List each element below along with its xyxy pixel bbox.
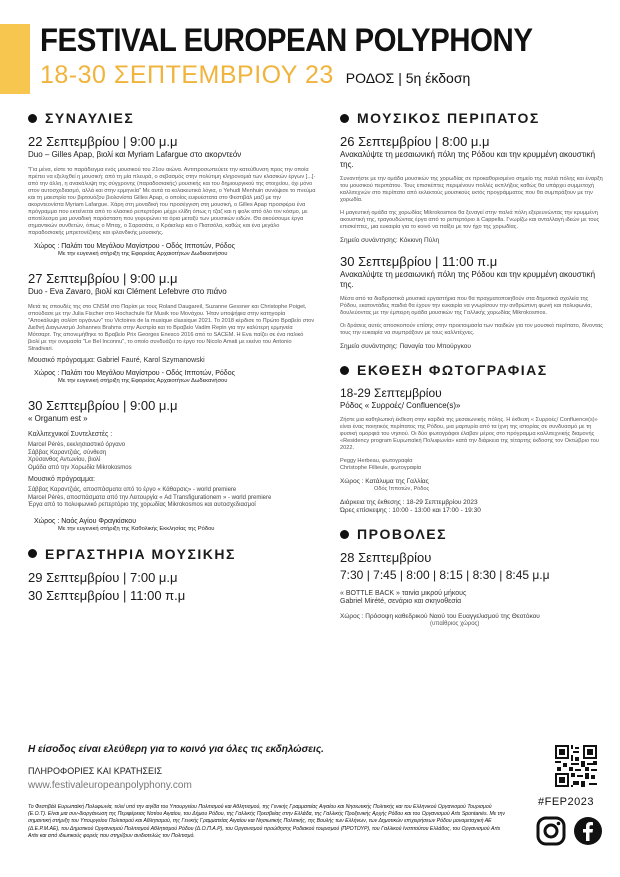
screening-times: 7:30 | 7:45 | 8:00 | 8:15 | 8:30 | 8:45 μ.μ bbox=[340, 568, 550, 582]
event-venue: Χώρος : Πρόσοψη καθεδρικού Ναού του Ευαγγελισμού της Θεοτόκου bbox=[340, 613, 540, 620]
event-subtitle: Duo - Eva Zavaro, βιολί και Clément Lefebvre στο πιάνο bbox=[28, 287, 227, 296]
venue-street: Οδός Ιπποτών, Ρόδος bbox=[374, 486, 430, 492]
meeting-point: Σημείο συνάντησης: Παναγία του Μπούργκου bbox=[340, 343, 471, 350]
event-date: 22 Σεπτεμβρίου | 9:00 μ.μ bbox=[28, 134, 178, 149]
event-description: Ζήστε μια καθηλωτική έκθεση στην καρδιά της μεσαιωνικής πόλης. Η έκθεση « Συρροές/ Confluence(s)» είναι ένας ποιητικός περίπατος της Ρόδου, μια μαρτυρία από τα ίχνη της ιστορίας σε συνδυασμό με τη φυσική ομορφιά του νησιού. Οι δύο φωτογράφοι έλαβαν μέρος στο πρόγραμμα καλλιτεχνικής διαμονής «Residency program Ευρωπαϊκή Πολυφωνία» κατά την διάρκεια της τέταρτης έκδοσης τον Οκτώβριο του 2022. bbox=[340, 417, 599, 451]
qr-code-icon[interactable] bbox=[555, 745, 597, 787]
instagram-icon[interactable] bbox=[536, 816, 566, 846]
event-venue: Χώρος : Κατάλυμα της Γαλλίας bbox=[340, 478, 429, 485]
sponsors-text: Το Φεστιβάλ Ευρωπαϊκή Πολυφωνία, τελεί υπό την αιγίδα του Υπουργείου Πολιτισμού και Αθλητισμού, της Γενικής Γραμματείας Αιγαίου και Νησιωτικής Πολιτικής και του Ελληνικού Οργανισμού Τουρισμού (Ε.Ο.Τ). Είναι μια συν-διοργάνωση της Περιφέρειας Νοτίου Αιγαίου, του Δήμου Ρόδου, της Γαλλικής Πρεσβείας στην Ελλάδα, της Γαλλικής Προξενικής Αρχής Ρόδου και του Οργανισμού Arts Spontanés. Με την σημαντική στήριξη του Υπουργείου Πολιτισμού και Αθλητισμού, της Γενικής Γραμματείας Αιγαίου και Νησιωτικής Πολιτικής, της Βουλής των Ελλήνων, των Δημοτικών επιχειρήσεων Ρόδου μονομετοχική ΑΕ (Δ.Ε.Ρ.Μ.ΑΕ), του Δημοτικού Οργανισμού Πολιτισμού Αθλητισμού Ρόδου (Δ.Ο.Π.Α.Ρ), του Οργανισμού προώθησης Ροδιακού τουρισμού (ΠΡΟΤΟΥΡ), του Γαλλικού Ινστιτούτου Ελλάδος, του Οργανισμού Arts Artix και από ιδιωτικούς φορείς που στηρίζουν ανιδιοτελώς τον Πολιτισμό. bbox=[28, 804, 505, 839]
bullet-icon bbox=[28, 114, 37, 123]
meeting-point: Σημείο συνάντησης: Κόκκινη Πύλη bbox=[340, 237, 440, 244]
event-description: Η μαγευτική ομάδα της χορωδίας Mikrokosmos θα ξεναγεί στην παλιά πόλη εξερευνώντας την κρυμμένη ακουστική της, τραγουδώντας έργα από το ρεπερτόριο à Cappella. Γνωρίζω και ανταλλαγή ιδεών με τους επισκέπτες, μια ευκαιρία για το κοινό να παίξει με τον ήχο της χορωδίας. bbox=[340, 210, 600, 230]
event-description: Μετά τις σπουδές της στο CNSM στο Παρίσι με τους Roland Daugareil, Suzanne Gessner και Christophe Poiget, σπούδασε με την Julia Fischer στο Hochschule für Musik του Μονάχου. Ήταν υποψήφια στην κατηγορία "Αποκάλυψη σολίστ οργάνων" του Victoires de la musique classique 2021. Το 2018 κέρδισε το Πρώτο Βραβείο στον Διεθνή Διαγωνισμό Johannes Brahms στην Αυστρία και το Βραβείο Vadim Repin για την καλύτερη ερμηνεία Μότσαρτ. Της απονεμήθηκε το Βραβείο Prix Georges Enesco 2016 από το SACEM. Η Eva παίζει σε ένα ιταλικό βιολί με την ονομασία "Le Bel Inconnu", τo οποίο συνδυάζει το έργο του Nicolo Amati με εκείνο του Antonio Stradivari. bbox=[28, 304, 315, 352]
exhibition-duration: Διάρκεια της έκθεσης : 18-29 Σεπτεμβρίου 2023 bbox=[340, 499, 478, 506]
free-entry-notice: Η είσοδος είναι ελεύθερη για το κοινό για όλες τις εκδηλώσεις. bbox=[28, 744, 324, 755]
artists-label: Καλλιτεχνικοί Συντελεστές : bbox=[28, 431, 113, 438]
left-column bbox=[28, 110, 316, 604]
walk-2 bbox=[340, 254, 604, 350]
festival-dates: 18-30 ΣΕΠΤΕΜΒΡΙΟΥ 23 bbox=[40, 61, 334, 89]
photo-credits: Peggy Herbeau, φωτογραφία Christophe Fillieule, φωτογραφία bbox=[340, 458, 422, 471]
event-description: Οι δράσεις αυτές αποσκοπούν επίσης στην προετοιμασία των παιδιών για τον μουσικό περίπατο, δίνοντας τους την ευκαιρία να συμπράξουν με τους καλλιτέχνες. bbox=[340, 323, 603, 336]
event-description: "Για μένα, είστε το παράδειγμα ενός μουσικού του 21ου αιώνα. Αντιπροσωπεύετε την κατεύθυνση προς την οποία πρέπει να εξελιχθεί η μουσική: από τη μία πλευρά, ο σεβασμός στην πολύτιμη κληρονομιά των κλασικών έργων [...]· από την άλλη, η ανακάλυψη της σύγχρονης (παραδοσιακής) μουσικής και του δημιουργικού της στοιχείου, όχι μόνο στον αυτοσχεδιασμό, αλλά και στην ερμηνεία" Με αυτά τα κολακευτικά λόγια, ο Yehudi Menhuin συνόψισε το πνεύμα και τη μαεστρία του βιρτουόζου βιολονίστα Gilles Apap, ο οποίος ευφυέστατα στο Φεστιβάλ μαζί με την ακορντεονίστα Myriam Lafargue. Χάρη στη μοναδική του προσέγγιση στη μουσική, ο Gilles Apap προσφέρει ένα πρόγραμμα που εκτείνεται από το κλασικό ρεπερτόριο μέχρι ελίδη όπως η τζαζ και η φολκ από όλο τον κόσμο, με αποτέλεσμα μια μοναδική παράσταση που γεφυρώνει τα όρια μεταξύ των μουσικών ειδών. Θα ακούσουμε έργα σημαντικών συνθετών, όπως ο Μπαχ, ο Σαρασάτε, ο Κράισλερ και ο Πιατσόλα, καθώς και ένα μεγάλο παραδοσιακής μπρετονέζικης και ιρλανδικής μουσικής. bbox=[28, 167, 316, 236]
concert-3 bbox=[28, 398, 316, 532]
bullet-icon bbox=[28, 549, 37, 558]
event-subtitle: Ανακαλύψτε τη μεσαιωνική πόλη της Ρόδου και την κρυμμένη ακουστική της. bbox=[340, 150, 596, 169]
section-photo-exhibition: ΕΚΘΕΣΗ ΦΩΤΟΓΡΑΦΙΑΣ bbox=[340, 362, 604, 378]
event-subtitle: Ρόδος « Συρροές/ Confluence(s)» bbox=[340, 401, 461, 410]
section-musical-walk: ΜΟΥΣΙΚΟΣ ΠΕΡΙΠΑΤΟΣ bbox=[340, 110, 604, 126]
bullet-icon bbox=[340, 366, 349, 375]
event-subtitle: Ανακαλύψτε τη μεσαιωνική πόλη της Ρόδου και την κρυμμένη ακουστική της. bbox=[340, 270, 596, 289]
info-title: ΠΛΗΡΟΦΟΡΙΕΣ ΚΑΙ ΚΡΑΤΗΣΕΙΣ bbox=[28, 766, 163, 776]
event-program: Μουσικό πρόγραμμα: Gabriel Fauré, Karol Szymanowski bbox=[28, 357, 205, 364]
event-venue: Χώρος : Ναός Αγίου Φραγκίσκου Με την ευγενική στήριξη της Καθολικής Εκκλησίας της Ρόδου bbox=[34, 517, 215, 532]
workshop-1: 29 Σεπτεμβρίου | 7:00 μ.μ bbox=[28, 569, 178, 585]
accent-block bbox=[0, 24, 30, 94]
film-title: « BOTTLE BACK » ταινία μικρού μήκους bbox=[340, 590, 467, 597]
workshop-2: 30 Σεπτεμβρίου | 11:00 π.μ bbox=[28, 587, 186, 603]
festival-title: FESTIVAL EUROPEAN POLYPHONY bbox=[40, 22, 533, 58]
event-subtitle: Duo – Gilles Apap, βιολί και Myriam Lafargue στο ακορντεόν bbox=[28, 150, 242, 159]
event-date: 28 Σεπτεμβρίου bbox=[340, 550, 432, 565]
facebook-icon[interactable] bbox=[573, 816, 603, 846]
venue-note: (υπαίθριος χώρος) bbox=[430, 621, 480, 627]
bullet-icon bbox=[340, 530, 349, 539]
event-subtitle: « Organum est » bbox=[28, 414, 88, 423]
program-list: Σάββας Καραντζιάς, αποσπάσματα από το έργο « Κάθαρσις» - world premiere Marcel Pérès, αποσπάσματα από την Λειτουργία « Ad Transfigurationem » - world premiere Έργα από το πολυφωνικό ρεπερτόριο της χορωδίας Mikrokosmos και αυτοσχεδιασμοί bbox=[28, 487, 272, 508]
film-credits: Gabriel Mirété, σενάριο και σκηνοθεσία bbox=[340, 598, 462, 605]
event-description: Μέσα από τα διαδραστικά μουσικά εργαστήρια που θα πραγματοποιηθούν στα δημοτικά σχολεία της Ρόδου, εκατοντάδες παιδιά θα έχουν την ευκαιρία να γνωρίσουν την ανθρώπινη φωνή και πολυφωνία, δουλεύοντας με την έμπειρη ομάδα μουσικών της Γαλλικής χορωδίας Mikrokosmos. bbox=[340, 296, 593, 316]
hashtag: #FEP2023 bbox=[538, 796, 594, 808]
event-date: 30 Σεπτεμβρίου | 11:00 π.μ bbox=[340, 254, 498, 269]
event-date: 26 Σεπτεμβρίου | 8:00 μ.μ bbox=[340, 134, 490, 149]
section-screenings: ΠΡΟΒΟΛΕΣ bbox=[340, 526, 604, 542]
program-label: Μουσικό πρόγραμμα: bbox=[28, 476, 95, 483]
right-column bbox=[340, 110, 604, 628]
event-venue: Χώρος : Παλάτι του Μεγάλου Μαγίστρου - Οδός Ιπποτών, Ρόδος Με την ευγενική στήριξη της Εφορείας Αρχαιοτήτων Δωδεκανήσου bbox=[34, 243, 235, 257]
event-date: 30 Σεπτεμβρίου | 9:00 μ.μ bbox=[28, 398, 178, 413]
website-link[interactable]: www.festivaleuropeanpolyphony.com bbox=[28, 780, 192, 791]
event-venue: Χώρος : Παλάτι του Μεγάλου Μαγίστρου - Οδός Ιπποτών, Ρόδος Με την ευγενική στήριξη της Εφορείας Αρχαιοτήτων Δωδεκανήσου bbox=[34, 370, 235, 384]
walk-1 bbox=[340, 134, 604, 244]
concert-2 bbox=[28, 271, 316, 384]
header bbox=[40, 22, 600, 90]
visiting-hours: Ώρες επίσκεψης : 10:00 - 13:00 και 17:00 - 19:30 bbox=[340, 507, 481, 514]
section-workshops: ΕΡΓΑΣΤΗΡΙΑ ΜΟΥΣΙΚΗΣ bbox=[28, 546, 316, 562]
concert-1 bbox=[28, 134, 316, 257]
event-date: 18-29 Σεπτεμβρίου bbox=[340, 386, 442, 400]
section-concerts: ΣΥΝΑΥΛΙΕΣ bbox=[28, 110, 316, 126]
bullet-icon bbox=[340, 114, 349, 123]
festival-edition: ΡΟΔΟΣ | 5η έκδοση bbox=[345, 70, 471, 86]
event-description: Συναντήστε με την ομάδα μουσικών της χορωδίας σε προκαθορισμένο σημείο της παλιά πόλης και έναρξη του μουσικού περιπάτου. Τους επισκέπτες περιμένουν πολλές εκπλήξεις καθώς θα υπάρχει συμμετοχή καλλιτεχνών στο περίπατο από εκλεκτούς μουσικούς εκτός προγράμματος που θα συμπράξουν με την χορωδία. bbox=[340, 176, 603, 203]
artists-list: Marcel Pérès, εκκλησιαστικό όργανο Σάββας Καραντζιάς, σύνθεση Χρύσανθος Αντωνίου, βιολί Ομάδα από την Χορωδία Mikrokosmos bbox=[28, 442, 132, 471]
event-date: 27 Σεπτεμβρίου | 9:00 μ.μ bbox=[28, 271, 178, 286]
